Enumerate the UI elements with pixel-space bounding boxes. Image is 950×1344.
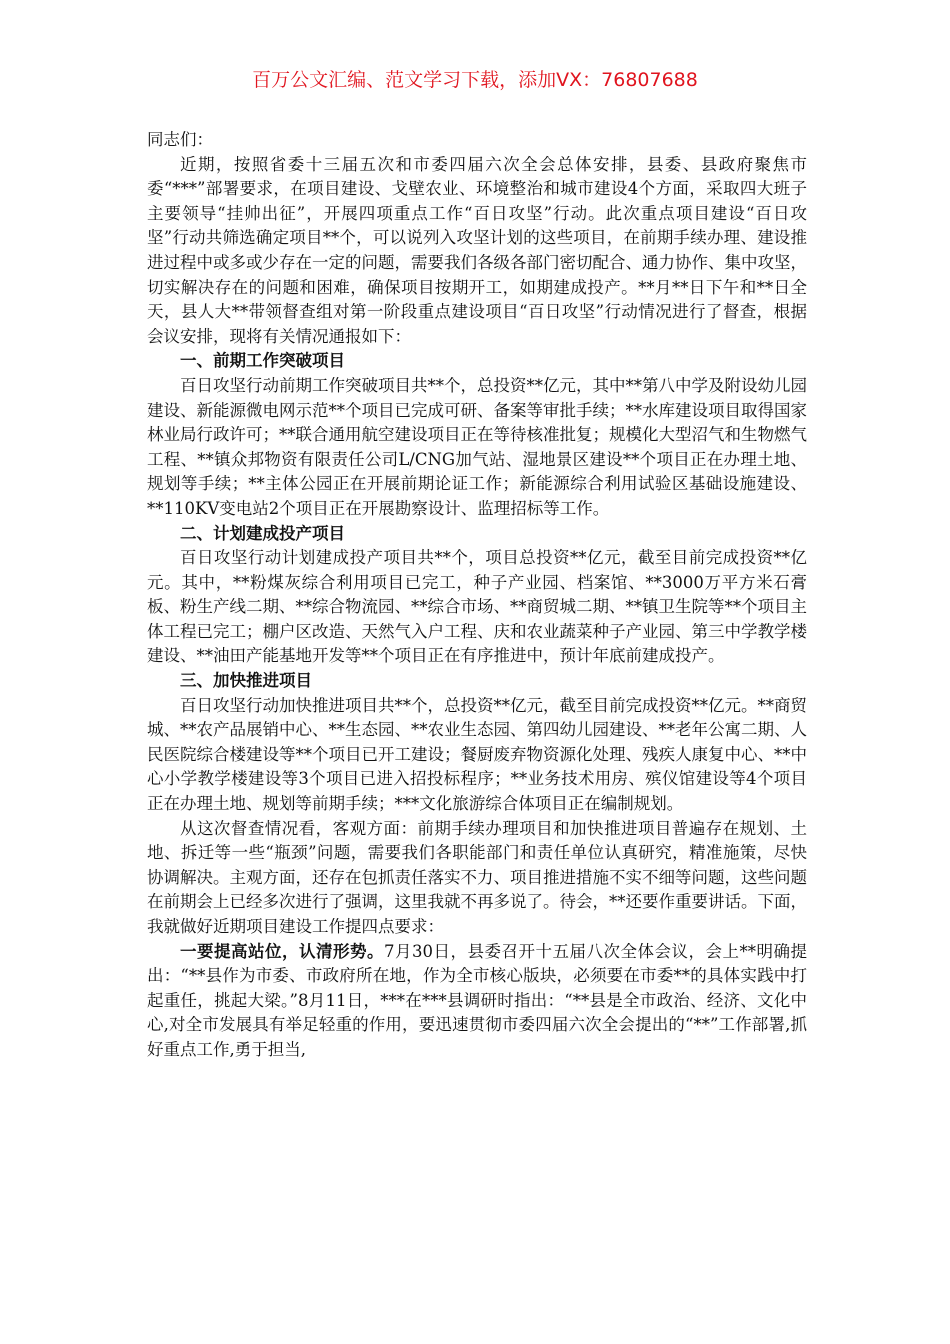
section-1-paragraph: 百日攻坚行动前期工作突破项目共**个，总投资**亿元，其中**第八中学及附设幼儿园建设、新能源微电网示范**个项目已完成可研、备案等审批手续；**水库建设项目取得国家林业局行政许可；**联合通用航空建设项目正在等待核准批复；规模化大型沼气和生物燃气工程、**镇众邦物资有限责任公司L/CNG加气站、湿地景区建设**个项目正在办理土地、规划等手续；**主体公园正在开展前期论证工作；新能源综合利用试验区基础设施建设、**110KV变电站2个项目正在开展勘察设计、监理招标等工作。: [147, 375, 807, 518]
intro-paragraph: 近期，按照省委十三届五次和市委四届六次全会总体安排，县委、县政府聚焦市委“***”部署要求，在项目建设、戈壁农业、环境整治和城市建设4个方面，采取四大班子主要领导“挂帅出征”，开展四项重点工作“百日攻坚”行动。此次重点项目建设“百日攻坚”行动共筛选确定项目**个，可以说列入攻坚计划的这些项目，在前期手续办理、建设推进过程中或多或少存在一定的问题，需要我们各级各部门密切配合、通力协作、集中攻坚，切实解决存在的问题和困难，确保项目按期开工，如期建成投产。**月**日下午和**日全天，县人大**带领督查组对第一阶段重点建设项目“百日攻坚”行动情况进行了督查，根据会议安排，现将有关情况通报如下：: [147, 154, 807, 346]
document-body: [147, 128, 807, 1063]
promo-banner: 百万公文汇编、范文学习下载，添加VX：76807688: [252, 69, 698, 91]
section-heading-2: 二、计划建成投产项目: [180, 523, 345, 543]
inspection-summary-paragraph: 从这次督查情况看，客观方面：前期手续办理项目和加快推进项目普遍存在规划、土地、拆迁等一些“瓶颈”问题，需要我们各职能部门和责任单位认真研究，精准施策，尽快协调解决。主观方面，还存在包抓责任落实不力、项目推进措施不实不细等问题，这些问题在前期会上已经多次进行了强调，这里我就不再多说了。待会，**还要作重要讲话。下面，我就做好近期项目建设工作提四点要求：: [147, 818, 807, 936]
section-2-paragraph: 百日攻坚行动计划建成投产项目共**个，项目总投资**亿元，截至目前完成投资**亿元。其中，**粉煤灰综合利用项目已完工，种子产业园、档案馆、**3000万平方米石膏板、粉生产线二期、**综合物流园、**综合市场、**商贸城二期、**镇卫生院等**个项目主体工程已完工；棚户区改造、天然气入户工程、庆和农业蔬菜种子产业园、第三中学教学楼建设、**油田产能基地开发等**个项目正在有序推进中，预计年底前建成投产。: [147, 548, 807, 666]
section-heading-1: 一、前期工作突破项目: [180, 351, 345, 371]
salutation: 同志们：: [147, 130, 213, 149]
requirement-1-text: 7月30日，县委召开十五届八次全体会议，会上**明确提出：“**县作为市委、市政府所在地，作为全市核心版块，必须要在市委**的具体实践中打起重任，挑起大梁。”8月11日，***在***县调研时指出：“**县是全市政治、经济、文化中心,对全市发展具有举足轻重的作用，要迅速贯彻市委四届六次全会提出的“**”工作部署,抓好重点工作,勇于担当,: [147, 941, 807, 1059]
requirement-1-paragraph: [147, 940, 807, 1063]
section-heading-3: 三、加快推进项目: [180, 671, 312, 691]
section-3-paragraph: 百日攻坚行动加快推进项目共**个，总投资**亿元，截至目前完成投资**亿元。**商贸城、**农产品展销中心、**生态园、**农业生态园、第四幼儿园建设、**老年公寓二期、人民医院综合楼建设等**个项目已开工建设；餐厨废弃物资源化处理、残疾人康复中心、**中心小学教学楼建设等3个项目已进入招投标程序；**业务技术用房、殡仪馆建设等4个项目正在办理土地、规划等前期手续；***文化旅游综合体项目正在编制规划。: [147, 695, 807, 814]
requirement-1-lead: 一要提高站位，认清形势。: [180, 941, 384, 961]
